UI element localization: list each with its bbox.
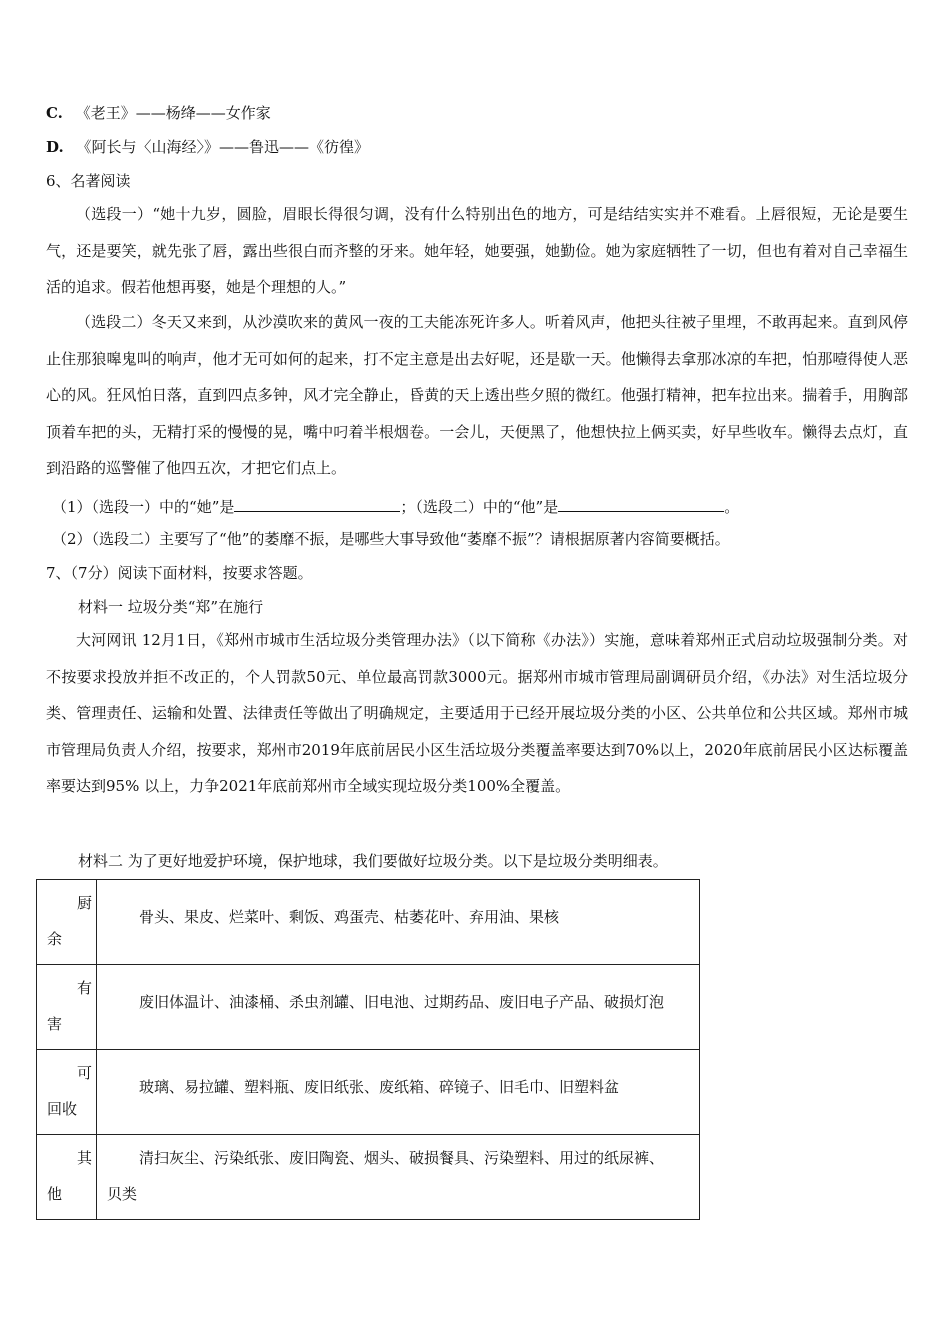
sub1-text-b: ；（选段二）中的“他”是 <box>400 498 559 516</box>
table-row <box>37 1050 700 1135</box>
category-cell <box>37 965 97 1050</box>
items-text-continued: 贝类 <box>107 1185 138 1203</box>
items-cell <box>97 880 700 965</box>
option-d-text: 《阿长与〈山海经〉》——鲁迅——《彷徨》 <box>76 138 369 156</box>
q6-excerpt-1: （选段一）“她十九岁，圆脸，眉眼长得很匀调，没有什么特别出色的地方，可是结结实实并不难看。上唇很短，无论是要生气，还是要笑，就先张了唇，露出些很白而齐整的牙来。她年轻，她要强，她勤俭。她为家庭牺牲了一切，但也有着对自己幸福生活的追求。假若他想再娶，她是个理想的人。” <box>46 205 908 296</box>
garbage-classification-table <box>36 879 700 1220</box>
category-cell <box>37 1135 97 1220</box>
category-cell <box>37 880 97 965</box>
option-d-letter: D. <box>46 138 64 156</box>
table-row <box>37 965 700 1050</box>
sub1-text-a: （1）（选段一）中的“她”是 <box>52 498 235 516</box>
q6-sub-question-2: （2）（选段二）主要写了“他”的萎靡不振，是哪些大事导致他“萎靡不振”？请根据原著内容简要概括。 <box>52 530 730 548</box>
answer-blank-2[interactable] <box>558 495 724 512</box>
q7-heading: 7、（7分）阅读下面材料，按要求答题。 <box>46 564 313 582</box>
sub1-end: 。 <box>724 498 740 516</box>
category-char-1: 厨 <box>76 894 92 912</box>
table-row <box>37 1135 700 1220</box>
material-1-title: 材料一 垃圾分类“郑”在施行 <box>78 598 264 616</box>
option-c-letter: C. <box>46 104 63 122</box>
category-char-2: 害 <box>47 1015 63 1033</box>
category-char-2: 他 <box>47 1185 63 1203</box>
category-char-1: 有 <box>76 979 92 997</box>
table-row <box>37 880 700 965</box>
q6-heading: 6、名著阅读 <box>46 172 131 190</box>
category-char-2: 余 <box>47 930 63 948</box>
items-cell <box>97 965 700 1050</box>
option-c <box>46 103 271 123</box>
items-cell <box>97 1050 700 1135</box>
q6-sub-question-1 <box>52 495 739 517</box>
material-2-text: 材料二 为了更好地爱护环境，保护地球，我们要做好垃圾分类。以下是垃圾分类明细表。 <box>78 852 668 870</box>
option-d <box>46 137 369 157</box>
category-char-1: 可 <box>76 1064 92 1082</box>
items-text: 废旧体温计、油漆桶、杀虫剂罐、旧电池、过期药品、废旧电子产品、破损灯泡 <box>139 993 665 1011</box>
items-text: 玻璃、易拉罐、塑料瓶、废旧纸张、废纸箱、碎镜子、旧毛巾、旧塑料盆 <box>139 1078 620 1096</box>
category-char-2: 回收 <box>47 1100 78 1118</box>
option-c-text: 《老王》——杨绛——女作家 <box>75 104 271 122</box>
items-cell <box>97 1135 700 1220</box>
category-cell <box>37 1050 97 1135</box>
q6-excerpt-2: （选段二）冬天又来到，从沙漠吹来的黄风一夜的工夫能冻死许多人。听着风声，他把头往被子里埋，不敢再起来。直到风停止住那狼嗥鬼叫的响声，他才无可如何的起来，打不定主意是出去好呢，还是歇一天。他懒得去拿那冰凉的车把，怕那噎得使人恶心的风。狂风怕日落，直到四点多钟，风才完全静止，昏黄的天上透出些夕照的微红。他强打精神，把车拉出来。揣着手，用胸部顶着车把的头，无精打采的慢慢的晃，嘴中叼着半根烟卷。一会儿，天便黑了，他想快拉上俩买卖，好早些收车。懒得去点灯，直到沿路的巡警催了他四五次，才把它们点上。 <box>46 313 908 477</box>
category-char-1: 其 <box>76 1149 92 1167</box>
material-1-text: 大河网讯 12月1日，《郑州市城市生活垃圾分类管理办法》（以下简称《办法》）实施，意味着郑州正式启动垃圾强制分类。对不按要求投放并拒不改正的，个人罚款50元、单位最高罚款3000元。据郑州市城市管理局副调研员介绍，《办法》对生活垃圾分类、管理责任、运输和处置、法律责任等做出了明确规定，主要适用于已经开展垃圾分类的小区、公共单位和公共区域。郑州市城市管理局负责人介绍，按要求，郑州市2019年底前居民小区生活垃圾分类覆盖率要达到70%以上，2020年底前居民小区达标覆盖率要达到95% 以上，力争2021年底前郑州市全域实现垃圾分类100%全覆盖。 <box>46 631 908 795</box>
answer-blank-1[interactable] <box>234 495 400 512</box>
items-text: 骨头、果皮、烂菜叶、剩饭、鸡蛋壳、枯萎花叶、弃用油、果核 <box>139 908 560 926</box>
items-text: 清扫灰尘、污染纸张、废旧陶瓷、烟头、破损餐具、污染塑料、用过的纸尿裤、 <box>139 1149 665 1167</box>
